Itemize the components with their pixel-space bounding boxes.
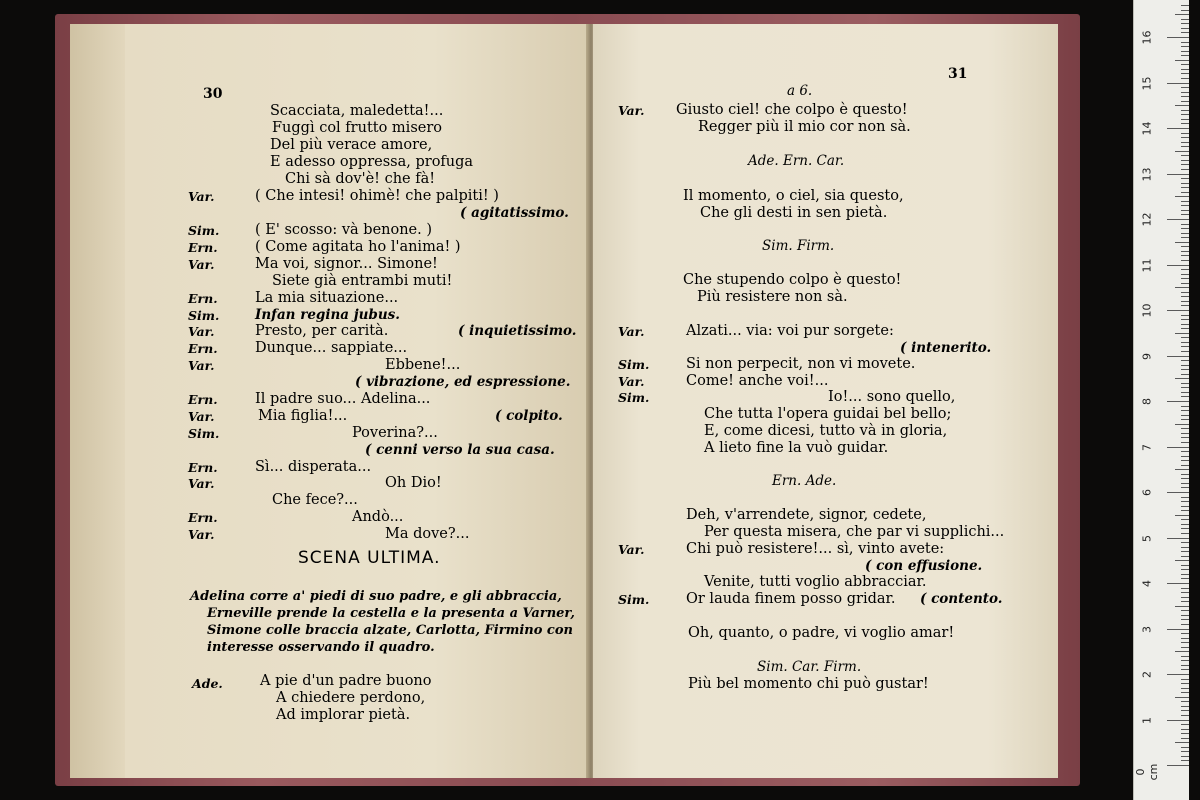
ruler-tick — [1181, 428, 1189, 429]
verse-line: Alzati... via: voi pur sorgete: — [686, 323, 894, 339]
ruler-tick — [1167, 128, 1189, 129]
ruler-tick — [1181, 510, 1189, 511]
ruler-tick — [1181, 460, 1189, 461]
ruler-tick — [1181, 260, 1189, 261]
stage-direction: ( intenerito. — [900, 340, 992, 356]
ruler-tick — [1181, 114, 1189, 115]
ruler-tick — [1181, 406, 1189, 407]
verse-line: Poverina?... — [352, 425, 438, 441]
ruler-tick — [1181, 192, 1189, 193]
ruler-tick — [1167, 37, 1189, 38]
verse-line: Sì... disperata... — [255, 459, 372, 475]
ruler-tick — [1167, 765, 1189, 766]
verse-line: ( Che intesi! ohimè! che palpiti! ) — [255, 188, 499, 204]
ruler-tick — [1181, 78, 1189, 79]
speaker-label: Var. — [618, 103, 645, 118]
ruler-tick — [1181, 578, 1189, 579]
ruler-tick — [1181, 647, 1189, 648]
ruler-tick — [1181, 19, 1189, 20]
verse-line: Fuggì col frutto misero — [272, 120, 443, 136]
ruler-tick — [1181, 392, 1189, 393]
ruler-tick — [1181, 369, 1189, 370]
ruler-tick — [1181, 96, 1189, 97]
ruler-tick — [1167, 538, 1189, 539]
ruler-tick — [1181, 760, 1189, 761]
ruler-tick — [1181, 415, 1189, 416]
ruler-tick — [1167, 720, 1189, 721]
verse-line: Si non perpecit, non vi movete. — [686, 356, 916, 372]
ensemble-header: Ade. Ern. Car. — [748, 153, 845, 169]
stage-direction: ( vibrazione, ed espressione. — [355, 374, 571, 390]
ruler-tick — [1175, 287, 1189, 288]
ruler-tick — [1181, 46, 1189, 47]
ruler-tick — [1181, 588, 1189, 589]
speaker-label: Ade. — [192, 676, 223, 691]
ruler-tick — [1167, 265, 1189, 266]
ruler-tick — [1181, 69, 1189, 70]
verse-line: Ma dove?... — [385, 526, 470, 542]
ruler-tick — [1181, 342, 1189, 343]
ruler-tick — [1181, 497, 1189, 498]
verse-line: Del più verace amore, — [270, 137, 433, 153]
ensemble-header: Sim. Car. Firm. — [757, 659, 862, 675]
verse-line: Oh, quanto, o padre, vi voglio amar! — [688, 625, 955, 641]
ruler-tick — [1181, 729, 1189, 730]
ruler-tick — [1181, 688, 1189, 689]
ruler-tick — [1181, 228, 1189, 229]
ruler-tick — [1181, 137, 1189, 138]
ruler-tick — [1181, 205, 1189, 206]
ruler-number: 1 — [1140, 716, 1154, 724]
ruler-tick — [1175, 14, 1189, 15]
speaker-label: Ern. — [188, 341, 218, 356]
ruler-tick — [1175, 196, 1189, 197]
stage-direction: ( inquietissimo. — [458, 323, 577, 339]
ruler-tick — [1181, 346, 1189, 347]
ruler-tick — [1181, 747, 1189, 748]
ruler-tick — [1167, 492, 1189, 493]
speaker-label: Ern. — [188, 240, 218, 255]
speaker-label: Var. — [188, 409, 215, 424]
ruler-tick — [1181, 233, 1189, 234]
stage-direction: ( contento. — [920, 591, 1003, 607]
ruler-tick — [1175, 242, 1189, 243]
ruler-tick — [1181, 487, 1189, 488]
stage-direction-line: Simone colle braccia alzate, Carlotta, Firmino con — [207, 623, 573, 638]
verse-line: E, come dicesi, tutto và in gloria, — [704, 423, 948, 439]
stage-direction: ( cenni verso la sua casa. — [365, 442, 555, 458]
speaker-label: Sim. — [188, 308, 220, 323]
stage-direction-line: Erneville prende la cestella e la presenta a Varner, — [207, 606, 575, 621]
verse-line: Che fece?... — [272, 492, 358, 508]
ruler-tick — [1181, 210, 1189, 211]
ruler-tick — [1181, 474, 1189, 475]
ruler-tick — [1181, 55, 1189, 56]
verse-line: Ma voi, signor... Simone! — [255, 256, 438, 272]
ruler-tick — [1181, 528, 1189, 529]
ruler-tick — [1181, 360, 1189, 361]
ruler-tick — [1181, 542, 1189, 543]
verse-line: Or lauda finem posso gridar. — [686, 591, 896, 607]
ruler-number: 10 — [1140, 303, 1154, 318]
ruler-tick — [1181, 183, 1189, 184]
verse-line: Che stupendo colpo è questo! — [683, 272, 902, 288]
speaker-label: Ern. — [188, 460, 218, 475]
ruler-tick — [1181, 278, 1189, 279]
ruler-tick — [1181, 551, 1189, 552]
ruler-tick — [1175, 469, 1189, 470]
measuring-ruler — [1133, 0, 1189, 800]
verse-line: Deh, v'arrendete, signor, cedete, — [686, 507, 927, 523]
ruler-tick — [1167, 83, 1189, 84]
ruler-number: 11 — [1140, 258, 1154, 272]
speaker-label: Var. — [188, 324, 215, 339]
speaker-label: Var. — [188, 476, 215, 491]
ruler-tick — [1181, 597, 1189, 598]
verse-line: Regger più il mio cor non sà. — [698, 119, 911, 135]
ruler-tick — [1181, 506, 1189, 507]
ruler-tick — [1181, 556, 1189, 557]
ruler-tick — [1181, 410, 1189, 411]
verse-line: Chi sà dov'è! che fà! — [285, 171, 436, 187]
verse-line: A lieto fine la vuò guidar. — [704, 440, 889, 456]
ruler-number: 9 — [1140, 352, 1154, 360]
ruler-number: 8 — [1140, 398, 1154, 405]
ruler-number: 12 — [1140, 212, 1154, 227]
ruler-tick — [1175, 742, 1189, 743]
ruler-tick — [1181, 433, 1189, 434]
ruler-number: 4 — [1140, 580, 1154, 587]
ruler-tick — [1181, 451, 1189, 452]
ruler-tick — [1181, 269, 1189, 270]
ruler-tick — [1181, 633, 1189, 634]
speaker-label: Sim. — [618, 592, 650, 607]
ruler-tick — [1167, 310, 1189, 311]
stage-direction: ( agitatissimo. — [460, 205, 569, 221]
ruler-tick — [1181, 32, 1189, 33]
ruler-tick — [1181, 87, 1189, 88]
ruler-tick — [1181, 565, 1189, 566]
ruler-tick — [1181, 619, 1189, 620]
ruler-tick — [1181, 123, 1189, 124]
ruler-tick — [1167, 356, 1189, 357]
speaker-label: Var. — [188, 527, 215, 542]
page-number: 31 — [948, 66, 968, 82]
ruler-tick — [1167, 674, 1189, 675]
ruler-tick — [1181, 42, 1189, 43]
ruler-tick — [1175, 560, 1189, 561]
speaker-label: Sim. — [188, 426, 220, 441]
ruler-tick — [1181, 569, 1189, 570]
verse-line: Giusto ciel! che colpo è questo! — [676, 102, 908, 118]
speaker-label: Sim. — [618, 390, 650, 405]
ruler-tick — [1181, 201, 1189, 202]
ruler-tick — [1181, 187, 1189, 188]
speaker-label: Var. — [618, 374, 645, 389]
speaker-label: Var. — [618, 324, 645, 339]
ruler-tick — [1181, 164, 1189, 165]
page-number: 30 — [203, 86, 223, 102]
verse-line: Che tutta l'opera guidai bel bello; — [704, 406, 952, 422]
ruler-tick — [1167, 174, 1189, 175]
verse-line: Siete già entrambi muti! — [272, 273, 453, 289]
ruler-tick — [1175, 697, 1189, 698]
ruler-tick — [1181, 701, 1189, 702]
speaker-label: Var. — [188, 189, 215, 204]
ruler-number: 6 — [1140, 489, 1154, 496]
ruler-tick — [1181, 5, 1189, 6]
ruler-tick — [1181, 255, 1189, 256]
ruler-tick — [1181, 501, 1189, 502]
ruler-tick — [1181, 738, 1189, 739]
ruler-tick — [1181, 547, 1189, 548]
ruler-number: 2 — [1140, 671, 1154, 678]
ruler-tick — [1175, 651, 1189, 652]
ruler-tick — [1181, 224, 1189, 225]
verse-line: Scacciata, maledetta!... — [270, 103, 444, 119]
verse-line: Andò... — [352, 509, 404, 525]
ruler-tick — [1167, 629, 1189, 630]
stage-direction-line: Adelina corre a' piedi di suo padre, e gli abbraccia, — [190, 589, 562, 604]
verse-line: ( Come agitata ho l'anima! ) — [255, 239, 461, 255]
ruler-tick — [1181, 519, 1189, 520]
verse-line: Mia figlia!... — [258, 408, 348, 424]
speaker-label: Var. — [618, 542, 645, 557]
ruler-tick — [1181, 251, 1189, 252]
ruler-tick — [1181, 51, 1189, 52]
ruler-tick — [1181, 178, 1189, 179]
ruler-tick — [1181, 638, 1189, 639]
ruler-tick — [1175, 333, 1189, 334]
ruler-tick — [1181, 23, 1189, 24]
ruler-tick — [1181, 351, 1189, 352]
verse-line: Presto, per carità. — [255, 323, 389, 339]
ruler-tick — [1167, 401, 1189, 402]
ruler-tick — [1181, 64, 1189, 65]
ruler-tick — [1181, 610, 1189, 611]
stage-direction: ( con effusione. — [865, 558, 983, 574]
ruler-tick — [1181, 692, 1189, 693]
ruler-tick — [1181, 283, 1189, 284]
stage-direction: ( colpito. — [495, 408, 563, 424]
ruler-tick — [1181, 679, 1189, 680]
ruler-tick — [1167, 447, 1189, 448]
ruler-tick — [1181, 574, 1189, 575]
ruler-tick — [1181, 642, 1189, 643]
ruler-number: 16 — [1140, 30, 1154, 45]
speaker-label: Sim. — [188, 223, 220, 238]
ruler-number: 7 — [1140, 443, 1154, 451]
ruler-tick — [1175, 424, 1189, 425]
ruler-tick — [1181, 28, 1189, 29]
ensemble-header: Ern. Ade. — [772, 473, 837, 489]
ruler-tick — [1181, 437, 1189, 438]
verse-line: Più resistere non sà. — [697, 289, 848, 305]
ruler-tick — [1181, 374, 1189, 375]
ruler-tick — [1175, 105, 1189, 106]
ruler-tick — [1181, 396, 1189, 397]
ruler-tick — [1181, 237, 1189, 238]
speaker-label: Var. — [188, 358, 215, 373]
ruler-tick — [1181, 715, 1189, 716]
verse-line: Io!... sono quello, — [828, 389, 956, 405]
ruler-tick — [1181, 101, 1189, 102]
ruler-tick — [1181, 160, 1189, 161]
speaker-label: Sim. — [618, 357, 650, 372]
ruler-tick — [1175, 60, 1189, 61]
ruler-tick — [1181, 601, 1189, 602]
ruler-number: 5 — [1140, 534, 1154, 542]
ruler-tick — [1181, 660, 1189, 661]
ruler-tick — [1181, 383, 1189, 384]
ruler-tick — [1181, 365, 1189, 366]
ruler-tick — [1181, 533, 1189, 534]
verse-line: E adesso oppressa, profuga — [270, 154, 474, 170]
ruler-tick — [1175, 378, 1189, 379]
verse-line: Dunque... sappiate... — [255, 340, 408, 356]
ruler-tick — [1181, 169, 1189, 170]
ruler-tick — [1181, 305, 1189, 306]
ruler-tick — [1181, 133, 1189, 134]
verse-line: Venite, tutti voglio abbracciar. — [704, 574, 927, 590]
ruler-tick — [1181, 669, 1189, 670]
ensemble-header: a 6. — [787, 83, 813, 99]
ruler-tick — [1181, 442, 1189, 443]
ensemble-header: Sim. Firm. — [762, 238, 835, 254]
ruler-tick — [1181, 756, 1189, 757]
ruler-tick — [1167, 583, 1189, 584]
verse-line: La mia situazione... — [255, 290, 399, 306]
ruler-tick — [1181, 733, 1189, 734]
ruler-tick — [1181, 110, 1189, 111]
ruler-tick — [1175, 151, 1189, 152]
verse-line: Oh Dio! — [385, 475, 442, 491]
ruler-tick — [1181, 296, 1189, 297]
ruler-tick — [1181, 246, 1189, 247]
ruler-tick — [1181, 292, 1189, 293]
ruler-tick — [1181, 119, 1189, 120]
ruler-tick — [1181, 146, 1189, 147]
ruler-tick — [1181, 478, 1189, 479]
ruler-tick — [1181, 710, 1189, 711]
ruler-number: 3 — [1140, 625, 1154, 633]
scene-title: SCENA ULTIMA. — [298, 548, 441, 568]
verse-line: A pie d'un padre buono — [260, 673, 432, 689]
ruler-tick — [1181, 387, 1189, 388]
ruler-unit-label: 0 cm — [1134, 763, 1160, 781]
verse-line: Che gli desti in sen pietà. — [700, 205, 888, 221]
ruler-tick — [1181, 73, 1189, 74]
verse-line: Il padre suo... Adelina... — [255, 391, 431, 407]
verse-line: ( E' scosso: và benone. ) — [255, 222, 433, 238]
speaker-label: Var. — [188, 257, 215, 272]
ruler-tick — [1181, 315, 1189, 316]
ruler-number: 15 — [1140, 76, 1154, 90]
speaker-label: Ern. — [188, 392, 218, 407]
verse-line: Più bel momento chi può gustar! — [688, 676, 929, 692]
ruler-tick — [1181, 324, 1189, 325]
ruler-tick — [1181, 214, 1189, 215]
ruler-tick — [1175, 515, 1189, 516]
ruler-tick — [1181, 465, 1189, 466]
verse-line: Infan regina jubus. — [255, 307, 400, 323]
speaker-label: Ern. — [188, 510, 218, 525]
verse-line: Ad implorar pietà. — [276, 707, 411, 723]
ruler-number — [1141, 0, 1154, 3]
verse-line: Il momento, o ciel, sia questo, — [683, 188, 904, 204]
ruler-tick — [1181, 10, 1189, 11]
verse-line: Come! anche voi!... — [686, 373, 829, 389]
ruler-tick — [1181, 301, 1189, 302]
ruler-tick — [1181, 419, 1189, 420]
speaker-label: Ern. — [188, 291, 218, 306]
ruler-tick — [1181, 456, 1189, 457]
verse-line: A chiedere perdono, — [276, 690, 426, 706]
ruler-tick — [1181, 337, 1189, 338]
ruler-tick — [1181, 328, 1189, 329]
ruler-tick — [1167, 219, 1189, 220]
ruler-tick — [1181, 724, 1189, 725]
stage-direction-line: interesse osservando il quadro. — [207, 640, 435, 655]
verse-line: Chi può resistere!... sì, vinto avete: — [686, 541, 945, 557]
ruler-number: 14 — [1140, 121, 1154, 136]
ruler-tick — [1181, 592, 1189, 593]
ruler-tick — [1181, 683, 1189, 684]
verse-line: Ebbene!... — [385, 357, 461, 373]
ruler-tick — [1175, 606, 1189, 607]
ruler-tick — [1181, 483, 1189, 484]
ruler-tick — [1181, 92, 1189, 93]
ruler-tick — [1181, 274, 1189, 275]
ruler-tick — [1181, 665, 1189, 666]
verse-line: Per questa misera, che par vi supplichi... — [704, 524, 1005, 540]
ruler-tick — [1181, 155, 1189, 156]
ruler-number: 13 — [1140, 167, 1154, 181]
ruler-tick — [1181, 656, 1189, 657]
ruler-tick — [1181, 706, 1189, 707]
ruler-tick — [1181, 751, 1189, 752]
ruler-tick — [1181, 142, 1189, 143]
ruler-tick — [1181, 319, 1189, 320]
ruler-tick — [1181, 624, 1189, 625]
ruler-tick — [1181, 615, 1189, 616]
ruler-tick — [1181, 524, 1189, 525]
